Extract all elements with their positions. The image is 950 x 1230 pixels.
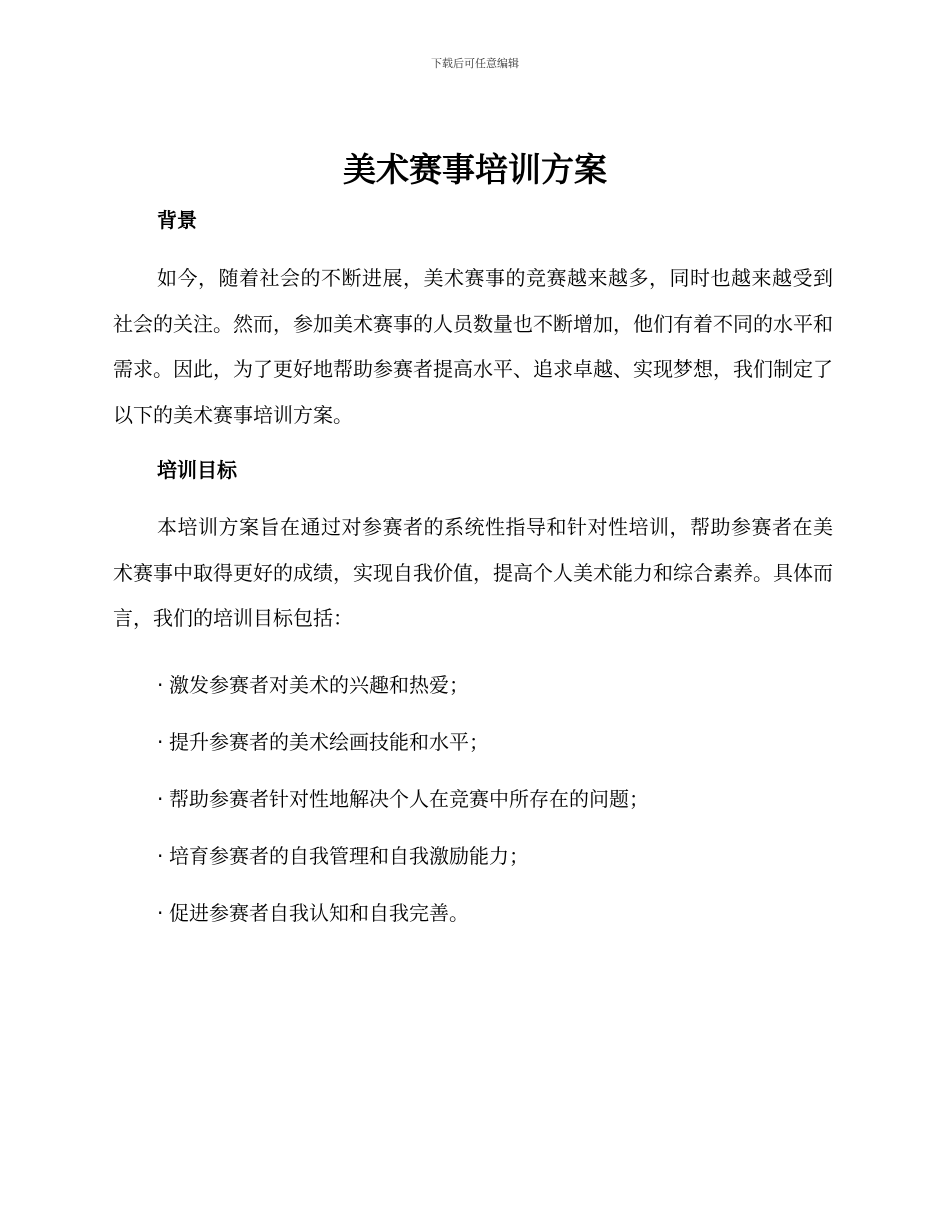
bullet-marker: · xyxy=(157,730,164,754)
document-title: 美术赛事培训方案 xyxy=(343,150,607,189)
bullet-marker: · xyxy=(157,673,164,697)
bullet-marker: · xyxy=(157,844,164,868)
list-item xyxy=(157,885,649,942)
training-goals-paragraph: 本培训方案旨在通过对参赛者的系统性指导和针对性培训，帮助参赛者在美术赛事中取得更好的成绩，实现自我价值，提高个人美术能力和综合素养。具体而言，我们的培训目标包括： xyxy=(113,515,833,630)
goal-text: 培育参赛者的自我管理和自我激励能力； xyxy=(169,844,529,868)
goal-text: 提升参赛者的美术绘画技能和水平； xyxy=(169,730,489,754)
goals-list xyxy=(157,657,649,942)
list-item xyxy=(157,657,649,714)
bullet-marker: · xyxy=(157,901,164,925)
list-item xyxy=(157,771,649,828)
goal-text: 激发参赛者对美术的兴趣和热爱； xyxy=(169,673,469,697)
goal-text: 促进参赛者自我认知和自我完善。 xyxy=(169,901,469,925)
section-heading-training-goals: 培训目标 xyxy=(157,458,237,482)
list-item xyxy=(157,828,649,885)
section-heading-background: 背景 xyxy=(157,208,197,232)
header-note: 下载后可任意编辑 xyxy=(431,57,519,70)
list-item xyxy=(157,714,649,771)
background-paragraph: 如今，随着社会的不断进展，美术赛事的竞赛越来越多，同时也越来越受到社会的关注。然而，参加美术赛事的人员数量也不断增加，他们有着不同的水平和需求。因此，为了更好地帮助参赛者提高水平、追求卓越、实现梦想，我们制定了以下的美术赛事培训方案。 xyxy=(113,266,833,427)
bullet-marker: · xyxy=(157,787,164,811)
goal-text: 帮助参赛者针对性地解决个人在竞赛中所存在的问题； xyxy=(169,787,649,811)
